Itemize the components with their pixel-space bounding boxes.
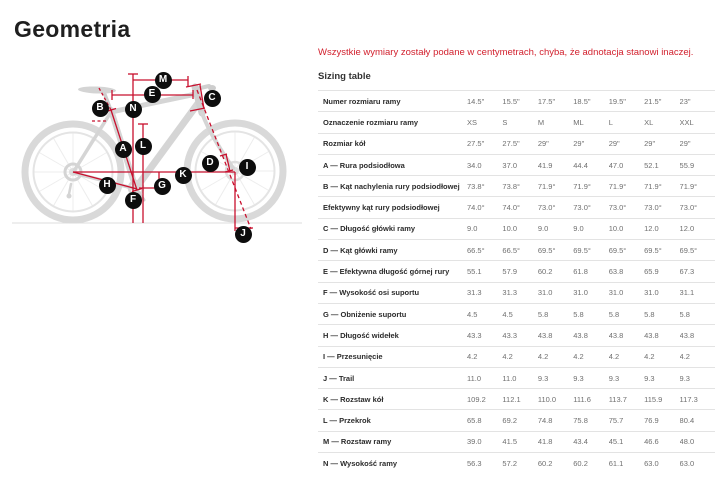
row-value: 60.2	[537, 267, 553, 277]
row-value: 9.3	[608, 373, 620, 383]
row-value: 5.8	[644, 309, 655, 319]
marker-D: D	[202, 155, 219, 172]
marker-M: M	[155, 72, 172, 89]
table-row	[318, 282, 715, 303]
table-row	[318, 154, 715, 175]
row-value: 11.0	[467, 373, 482, 383]
row-value: 27.5"	[467, 139, 485, 149]
row-label: Oznaczenie rozmiaru ramy	[323, 117, 419, 127]
table-row	[318, 261, 715, 282]
row-value: 18.5"	[573, 96, 591, 106]
row-value: 15.5"	[502, 96, 520, 106]
row-value: 66.5°	[467, 245, 485, 255]
table-row	[318, 346, 715, 367]
row-value: 74.0°	[467, 203, 485, 213]
row-value: S	[502, 117, 508, 127]
row-value: 63.0	[679, 458, 695, 468]
row-value: 45.1	[608, 437, 624, 447]
row-value: 12.0	[679, 224, 695, 234]
row-value: 34.0	[467, 160, 482, 170]
row-value: 109.2	[467, 394, 486, 404]
row-value: 60.2	[537, 458, 553, 468]
marker-N: N	[125, 101, 142, 118]
row-value: M	[537, 117, 545, 127]
row-label: M — Rozstaw ramy	[323, 437, 392, 447]
row-value: 29"	[679, 139, 691, 149]
row-value: 73.0°	[644, 203, 662, 213]
table-row	[318, 410, 715, 431]
row-value: 73.0°	[573, 203, 591, 213]
row-value: 5.8	[537, 309, 549, 319]
row-value: 43.8	[573, 330, 588, 340]
units-note: Wszystkie wymiary zostały podane w centymetrach, chyba, że adnotacja stanowi inaczej.	[318, 47, 694, 58]
row-value: 41.9	[537, 160, 553, 170]
marker-K: K	[175, 167, 192, 184]
row-value: 65.8	[467, 416, 482, 426]
row-value: 71.9°	[679, 181, 698, 191]
row-value: 4.2	[502, 352, 513, 362]
row-value: 56.3	[467, 458, 482, 468]
row-value: 69.5°	[537, 245, 556, 255]
row-value: 41.8	[537, 437, 553, 447]
marker-C: C	[204, 90, 221, 107]
row-label: K — Rozstaw kół	[323, 394, 384, 404]
row-value: 52.1	[644, 160, 659, 170]
row-value: 63.0	[644, 458, 659, 468]
row-label: Numer rozmiaru ramy	[323, 96, 401, 106]
row-value: 57.9	[502, 267, 518, 277]
row-value: XS	[467, 117, 478, 127]
row-value: 9.3	[537, 373, 549, 383]
table-row	[318, 303, 715, 324]
row-label: E — Efektywna długość górnej rury	[323, 267, 450, 277]
ghost-bike	[25, 85, 283, 220]
row-value: 9.3	[644, 373, 655, 383]
row-label: N — Wysokość ramy	[323, 458, 398, 468]
row-value: 55.9	[679, 160, 695, 170]
row-value: 73.0°	[608, 203, 627, 213]
row-value: 29"	[537, 139, 549, 149]
row-label: F — Wysokość osi suportu	[323, 288, 420, 298]
row-value: 57.2	[502, 458, 518, 468]
marker-H: H	[99, 177, 116, 194]
row-value: 5.8	[573, 309, 584, 319]
row-value: 71.9°	[537, 181, 556, 191]
row-value: 4.2	[573, 352, 584, 362]
row-value: 9.3	[679, 373, 690, 383]
row-label: D — Kąt główki ramy	[323, 245, 398, 255]
row-value: 23"	[679, 96, 691, 106]
row-value: 41.5	[502, 437, 518, 447]
row-value: 60.2	[573, 458, 588, 468]
row-value: 63.8	[608, 267, 624, 277]
row-value: 21.5"	[644, 96, 662, 106]
row-label: B — Kąt nachylenia rury podsiodłowej	[323, 181, 460, 191]
row-value: 9.0	[573, 224, 584, 234]
row-value: 71.9°	[608, 181, 627, 191]
row-value: 29"	[573, 139, 585, 149]
row-value: 65.9	[644, 267, 659, 277]
row-value: 31.3	[467, 288, 482, 298]
row-value: 9.3	[573, 373, 584, 383]
table-row	[318, 325, 715, 346]
row-value: 74.0°	[502, 203, 521, 213]
row-value: XXL	[679, 117, 694, 127]
marker-E: E	[144, 86, 161, 103]
row-value: 43.8	[537, 330, 553, 340]
row-value: 75.8	[573, 416, 588, 426]
table-row	[318, 133, 715, 154]
row-value: 74.8	[537, 416, 553, 426]
row-value: 4.2	[644, 352, 655, 362]
derailleur-pulley	[67, 194, 72, 199]
row-value: 4.2	[467, 352, 478, 362]
row-value: 73.0°	[679, 203, 698, 213]
table-row	[318, 453, 715, 474]
table-row	[318, 240, 715, 261]
row-value: 44.4	[573, 160, 588, 170]
derailleur	[69, 184, 71, 194]
row-value: 4.5	[502, 309, 513, 319]
row-value: 10.0	[502, 224, 518, 234]
row-value: 31.0	[644, 288, 659, 298]
row-value: 31.0	[537, 288, 553, 298]
row-label: A — Rura podsiodłowa	[323, 160, 405, 170]
table-row	[318, 197, 715, 218]
row-value: 111.6	[573, 394, 591, 404]
sizing-table-heading: Sizing table	[318, 71, 371, 82]
row-value: 110.0	[537, 394, 557, 404]
table-row	[318, 112, 715, 133]
row-value: 31.3	[502, 288, 518, 298]
row-value: 69.5°	[644, 245, 662, 255]
row-value: 9.0	[467, 224, 478, 234]
row-value: 115.9	[644, 394, 663, 404]
row-value: 43.8	[679, 330, 695, 340]
table-row	[318, 91, 715, 112]
saddle	[78, 86, 116, 94]
marker-I: I	[239, 159, 256, 176]
row-value: 113.7	[608, 394, 627, 404]
row-value: 29"	[644, 139, 656, 149]
row-value: 12.0	[644, 224, 659, 234]
row-label: H — Długość widełek	[323, 330, 399, 340]
row-value: 67.3	[679, 267, 695, 277]
row-value: 75.7	[608, 416, 624, 426]
row-value: 48.0	[679, 437, 695, 447]
table-row	[318, 176, 715, 197]
row-value: 43.3	[467, 330, 482, 340]
row-value: 61.1	[608, 458, 624, 468]
row-value: 31.0	[608, 288, 624, 298]
row-value: 69.5°	[573, 245, 591, 255]
row-value: 80.4	[679, 416, 695, 426]
row-value: 43.8	[608, 330, 624, 340]
row-label: G — Obniżenie suportu	[323, 309, 407, 319]
row-value: 9.0	[537, 224, 549, 234]
row-value: L	[608, 117, 613, 127]
table-row	[318, 218, 715, 239]
row-value: 43.8	[644, 330, 659, 340]
row-value: 31.1	[679, 288, 695, 298]
table-row	[318, 367, 715, 388]
row-value: 17.5"	[537, 96, 556, 106]
row-label: L — Przekrok	[323, 416, 371, 426]
row-value: 43.3	[502, 330, 518, 340]
row-value: 5.8	[608, 309, 620, 319]
row-value: 76.9	[644, 416, 659, 426]
bike-geometry-diagram	[0, 60, 310, 250]
row-value: 61.8	[573, 267, 588, 277]
table-row	[318, 431, 715, 452]
row-value: 14.5"	[467, 96, 485, 106]
row-value: 4.5	[467, 309, 478, 319]
row-value: 73.8°	[467, 181, 485, 191]
row-value: 39.0	[467, 437, 482, 447]
marker-G: G	[154, 178, 171, 195]
row-value: 55.1	[467, 267, 482, 277]
marker-F: F	[125, 192, 142, 209]
row-value: 69.5°	[608, 245, 627, 255]
page-title: Geometria	[14, 16, 131, 42]
row-value: 4.2	[537, 352, 549, 362]
row-value: 73.8°	[502, 181, 521, 191]
row-value: 37.0	[502, 160, 518, 170]
row-value: 66.5°	[502, 245, 521, 255]
marker-A: A	[115, 141, 132, 158]
row-value: 31.0	[573, 288, 588, 298]
marker-L: L	[135, 138, 152, 155]
row-value: 71.9°	[573, 181, 591, 191]
row-label: J — Trail	[323, 373, 355, 383]
row-value: XL	[644, 117, 654, 127]
row-value: 117.3	[679, 394, 698, 404]
row-label: I — Przesunięcie	[323, 352, 383, 362]
marker-J: J	[235, 226, 252, 243]
row-value: 112.1	[502, 394, 521, 404]
row-label: Efektywny kąt rury podsiodłowej	[323, 203, 440, 213]
row-value: 4.2	[608, 352, 620, 362]
row-value: 71.9°	[644, 181, 662, 191]
table-row	[318, 389, 715, 410]
row-value: 27.5"	[502, 139, 520, 149]
row-value: 19.5"	[608, 96, 626, 106]
row-label: C — Długość główki ramy	[323, 224, 416, 234]
row-value: 5.8	[679, 309, 690, 319]
row-value: 43.4	[573, 437, 588, 447]
row-value: 69.5°	[679, 245, 698, 255]
row-value: 46.6	[644, 437, 659, 447]
row-value: 29"	[608, 139, 620, 149]
sizing-table	[318, 90, 715, 474]
row-value: ML	[573, 117, 584, 127]
row-value: 11.0	[502, 373, 517, 383]
row-label: Rozmiar kół	[323, 139, 366, 149]
row-value: 47.0	[608, 160, 624, 170]
row-value: 69.2	[502, 416, 518, 426]
row-value: 10.0	[608, 224, 624, 234]
marker-B: B	[92, 100, 109, 117]
row-value: 4.2	[679, 352, 690, 362]
row-value: 73.0°	[537, 203, 556, 213]
